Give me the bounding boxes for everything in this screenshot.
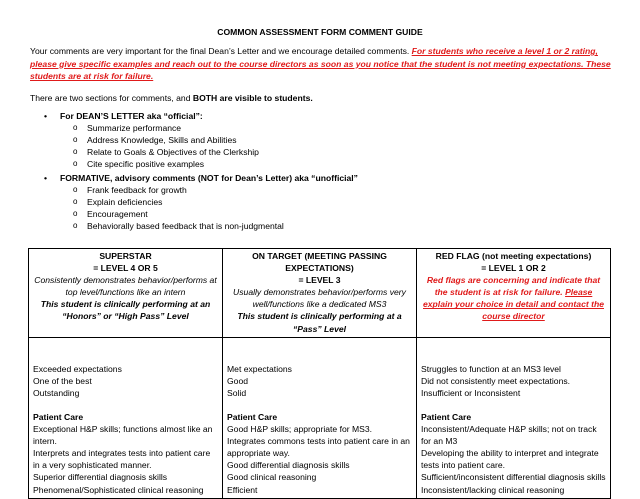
red-flag-pc-item: Sufficient/inconsistent differential diagnosis skills bbox=[421, 472, 606, 483]
rating-table bbox=[28, 248, 611, 499]
on-target-word: Solid bbox=[227, 387, 247, 398]
red-flag-header bbox=[417, 249, 611, 338]
on-target-pc-item: Integrates commons tests into patient care in an appropriate way. bbox=[227, 436, 410, 459]
list-item: o Encouragement bbox=[73, 208, 600, 220]
intro-warning: For students who receive a level 1 or 2 rating, please give specific examples and reach out to the course directors as soon as you notice that the student is not meeting expectations. These students are at risk for failure. bbox=[30, 46, 611, 82]
dean-heading: • For DEAN’S LETTER aka “official”: bbox=[40, 110, 600, 122]
list-item: o Explain deficiencies bbox=[73, 196, 600, 208]
on-target-word: Good bbox=[227, 375, 249, 386]
formative-heading: • FORMATIVE, advisory comments (NOT for Dean’s Letter) aka “unofficial” bbox=[40, 172, 600, 184]
superstar-word: One of the best bbox=[33, 375, 92, 386]
table-row bbox=[29, 249, 611, 338]
red-flag-level: = LEVEL 1 OR 2 bbox=[481, 263, 546, 274]
page-title: COMMON ASSESSMENT FORM COMMENT GUIDE bbox=[217, 27, 423, 37]
superstar-patient-care-label: Patient Care bbox=[33, 411, 84, 422]
on-target-pc-item: Good H&P skills; appropriate for MS3. bbox=[227, 424, 373, 435]
intro-paragraph bbox=[30, 45, 615, 83]
superstar-word: Exceeded expectations bbox=[33, 363, 122, 374]
on-target-desc: Usually demonstrates behavior/performs very well/functions like a dedicated MS3 bbox=[233, 287, 406, 310]
superstar-performing: This student is clinically performing at an “Honors” or “High Pass” Level bbox=[40, 299, 211, 322]
superstar-word: Outstanding bbox=[33, 387, 80, 398]
on-target-pc-item: Efficient bbox=[227, 484, 258, 495]
red-flag-pc-item: Inconsistent/lacking clinical reasoning bbox=[421, 484, 565, 495]
superstar-header bbox=[29, 249, 223, 338]
intro-text: Your comments are very important for the final Dean’s Letter and we encourage detailed comments. bbox=[30, 46, 412, 56]
superstar-desc: Consistently demonstrates behavior/performs at top level/functions like an intern bbox=[34, 275, 217, 298]
on-target-body bbox=[223, 337, 417, 498]
red-flag-title: RED FLAG (not meeting expectations) bbox=[435, 251, 592, 261]
red-flag-patient-care-label: Patient Care bbox=[421, 411, 472, 422]
on-target-performing: This student is clinically performing at a “Pass” Level bbox=[237, 311, 402, 334]
on-target-level: = LEVEL 3 bbox=[298, 275, 341, 286]
list-item: o Frank feedback for growth bbox=[73, 184, 600, 196]
red-flag-body bbox=[417, 337, 611, 498]
red-flag-desc-text: Red flags are concerning and indicate that the student is at risk for failure. bbox=[426, 275, 601, 298]
two-sections-bold: BOTH are visible to students. bbox=[192, 93, 313, 103]
red-flag-word: Insufficient or Inconsistent bbox=[421, 387, 521, 398]
list-item: o Relate to Goals & Objectives of the Clerkship bbox=[73, 146, 600, 158]
two-sections-text: There are two sections for comments, and bbox=[30, 93, 193, 103]
red-flag-word: Did not consistently meet expectations. bbox=[421, 375, 571, 386]
superstar-body bbox=[29, 337, 223, 498]
red-flag-desc bbox=[421, 274, 606, 322]
on-target-header bbox=[223, 249, 417, 338]
list-item: o Behaviorally based feedback that is non-judgmental bbox=[73, 220, 600, 232]
on-target-pc-item: Good differential diagnosis skills bbox=[227, 460, 350, 471]
red-flag-word: Struggles to function at an MS3 level bbox=[421, 363, 561, 374]
red-flag-desc-underlined: Please explain your choice in detail and contact the course director bbox=[423, 287, 604, 322]
formative-section bbox=[40, 172, 600, 232]
superstar-pc-item: Phenomenal/Sophisticated clinical reasoning bbox=[33, 484, 204, 495]
superstar-pc-item: Superior differential diagnosis skills bbox=[33, 472, 168, 483]
red-flag-pc-item: Inconsistent/Adequate H&P skills; not on track for an M3 bbox=[421, 424, 597, 447]
dean-list bbox=[40, 122, 600, 170]
superstar-title: SUPERSTAR bbox=[99, 251, 152, 261]
superstar-pc-item: Interprets and integrates tests into patient care in a very sophisticated manner. bbox=[33, 448, 211, 471]
on-target-title: ON TARGET (MEETING PASSING EXPECTATIONS) bbox=[252, 251, 387, 274]
red-flag-pc-item: Developing the ability to interpret and integrate tests into patient care. bbox=[421, 448, 599, 471]
superstar-pc-item: Exceptional H&P skills; functions almost like an intern. bbox=[33, 424, 213, 447]
list-item: o Address Knowledge, Skills and Abilities bbox=[73, 134, 600, 146]
table-row bbox=[29, 337, 611, 498]
two-sections-note bbox=[30, 92, 615, 104]
dean-section bbox=[40, 110, 600, 170]
on-target-pc-item: Good clinical reasoning bbox=[227, 472, 317, 483]
list-item: o Cite specific positive examples bbox=[73, 158, 600, 170]
superstar-level: = LEVEL 4 OR 5 bbox=[93, 263, 158, 274]
on-target-patient-care-label: Patient Care bbox=[227, 411, 278, 422]
on-target-word: Met expectations bbox=[227, 363, 292, 374]
formative-list bbox=[40, 184, 600, 232]
list-item: o Summarize performance bbox=[73, 122, 600, 134]
